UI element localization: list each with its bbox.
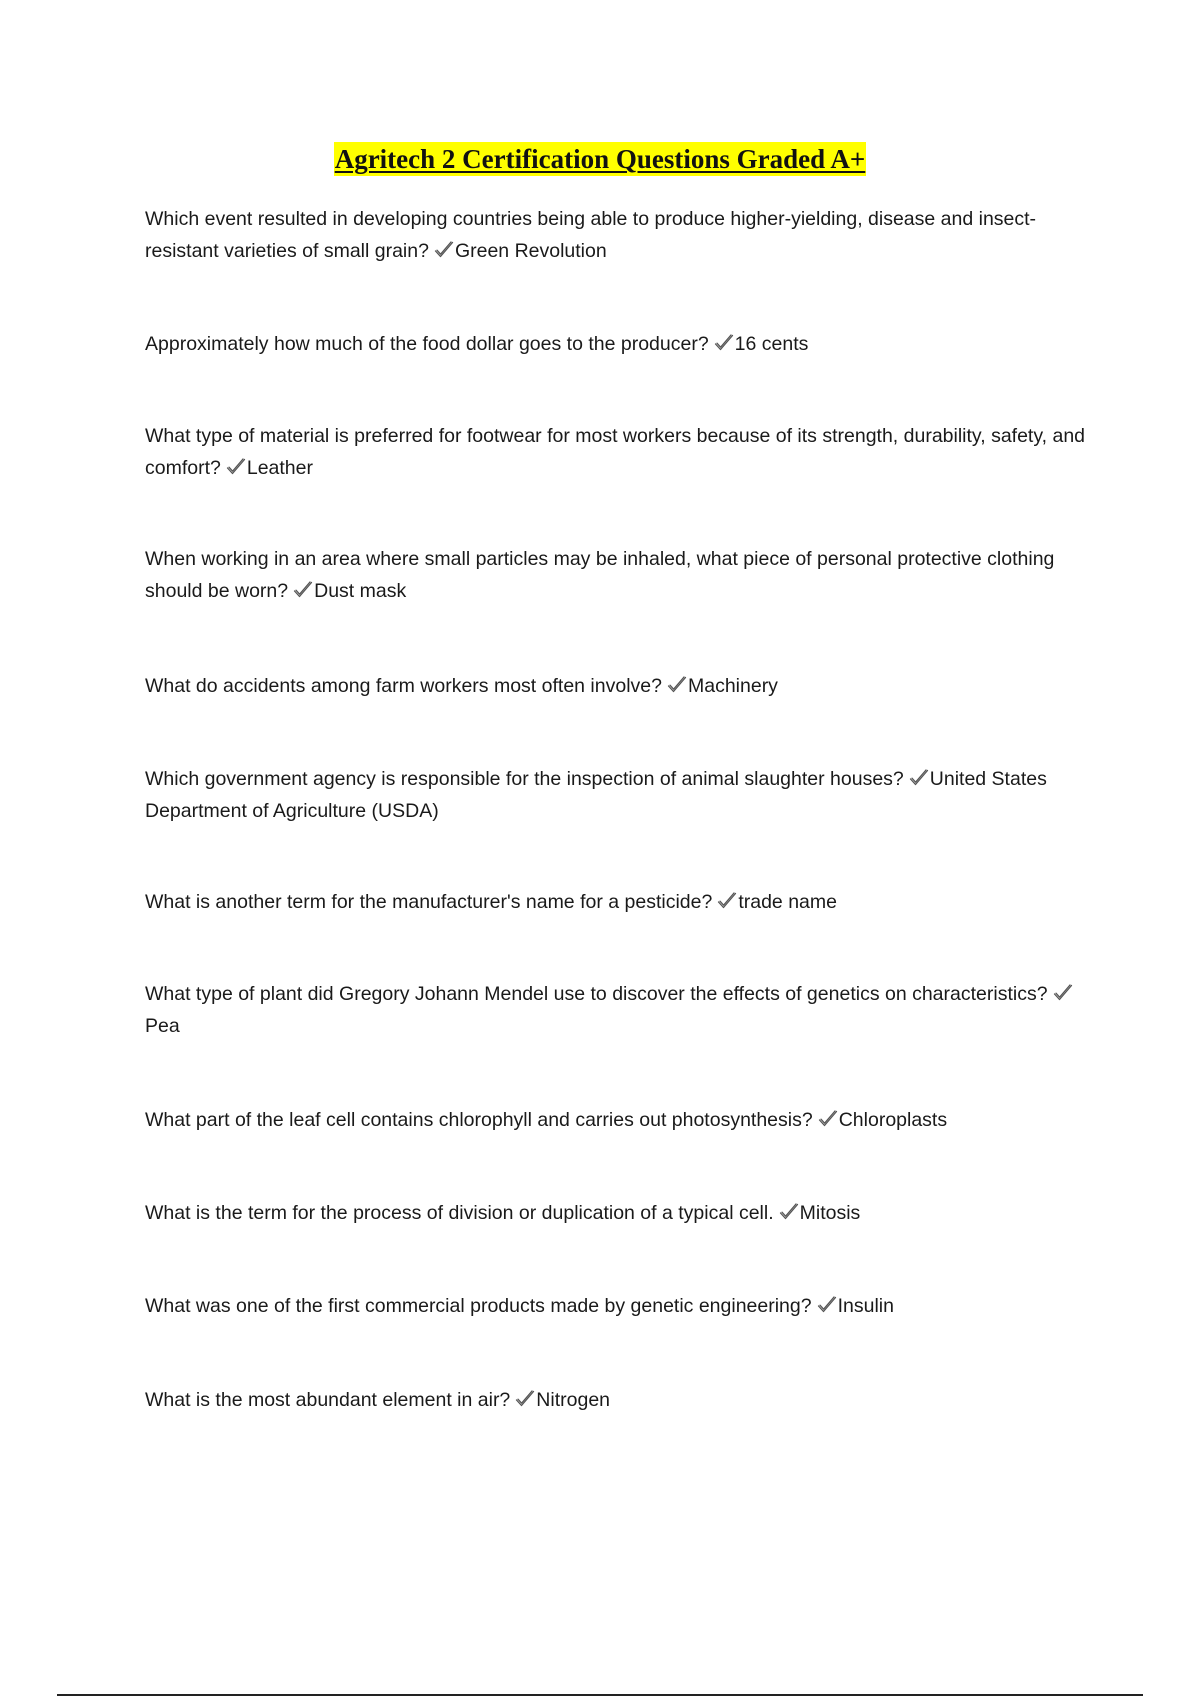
qa-item-3 [145, 420, 1095, 484]
answer-text: Green Revolution [454, 240, 607, 262]
answer-text: 16 cents [734, 333, 809, 355]
document-title: Agritech 2 Certification Questions Graded A+ [334, 144, 866, 174]
question-text: When working in an area where small particles may be inhaled, what piece of personal protective clothing should be worn? [145, 548, 1055, 602]
checkmark-icon [434, 241, 454, 259]
checkmark-icon [779, 1203, 799, 1221]
question-text: What part of the leaf cell contains chlorophyll and carries out photosynthesis? [145, 1109, 813, 1131]
question-text: What is another term for the manufacturer's name for a pesticide? [145, 891, 713, 913]
qa-item-7 [145, 886, 1095, 918]
question-text: Which government agency is responsible for the inspection of animal slaughter houses? [145, 768, 904, 790]
qa-item-1 [145, 203, 1095, 267]
checkmark-icon [667, 676, 687, 694]
answer-text: United States Department of Agriculture (USDA) [145, 768, 1047, 822]
qa-item-4 [145, 543, 1095, 607]
qa-item-6 [145, 763, 1095, 827]
footer-rule [57, 1694, 1143, 1696]
answer-text: Dust mask [314, 580, 407, 602]
answer-text: Leather [246, 457, 313, 479]
checkmark-icon [515, 1390, 535, 1408]
answer-text: Machinery [687, 675, 778, 697]
qa-item-2 [145, 328, 1095, 360]
question-text: What is the term for the process of division or duplication of a typical cell. [145, 1202, 774, 1224]
answer-text: Mitosis [799, 1202, 861, 1224]
answer-text: Insulin [837, 1295, 894, 1317]
qa-item-9 [145, 1104, 1095, 1136]
answer-text: Pea [145, 1015, 180, 1037]
checkmark-icon [293, 581, 313, 599]
checkmark-icon [1053, 984, 1073, 1002]
question-text: What type of material is preferred for footwear for most workers because of its strength, durability, safety, and comfort? [145, 425, 1086, 479]
checkmark-icon [717, 892, 737, 910]
checkmark-icon [909, 769, 929, 787]
answer-text: Chloroplasts [838, 1109, 948, 1131]
answer-text: Nitrogen [536, 1389, 611, 1411]
question-text: What was one of the first commercial products made by genetic engineering? [145, 1295, 812, 1317]
question-text: What is the most abundant element in air? [145, 1389, 511, 1411]
question-text: What do accidents among farm workers most often involve? [145, 675, 662, 697]
checkmark-icon [818, 1110, 838, 1128]
qa-item-8 [145, 978, 1095, 1042]
qa-item-10 [145, 1197, 1095, 1229]
title-container [0, 142, 1200, 176]
checkmark-icon [226, 458, 246, 476]
qa-item-5 [145, 670, 1095, 702]
question-text: Which event resulted in developing countries being able to produce higher-yielding, disease and insect-resistant varieties of small grain? [145, 208, 1037, 262]
question-text: What type of plant did Gregory Johann Mendel use to discover the effects of genetics on characteristics? [145, 983, 1048, 1005]
checkmark-icon [817, 1296, 837, 1314]
qa-item-11 [145, 1290, 1095, 1322]
checkmark-icon [714, 334, 734, 352]
qa-item-12 [145, 1384, 1095, 1416]
answer-text: trade name [738, 891, 837, 913]
question-text: Approximately how much of the food dollar goes to the producer? [145, 333, 709, 355]
